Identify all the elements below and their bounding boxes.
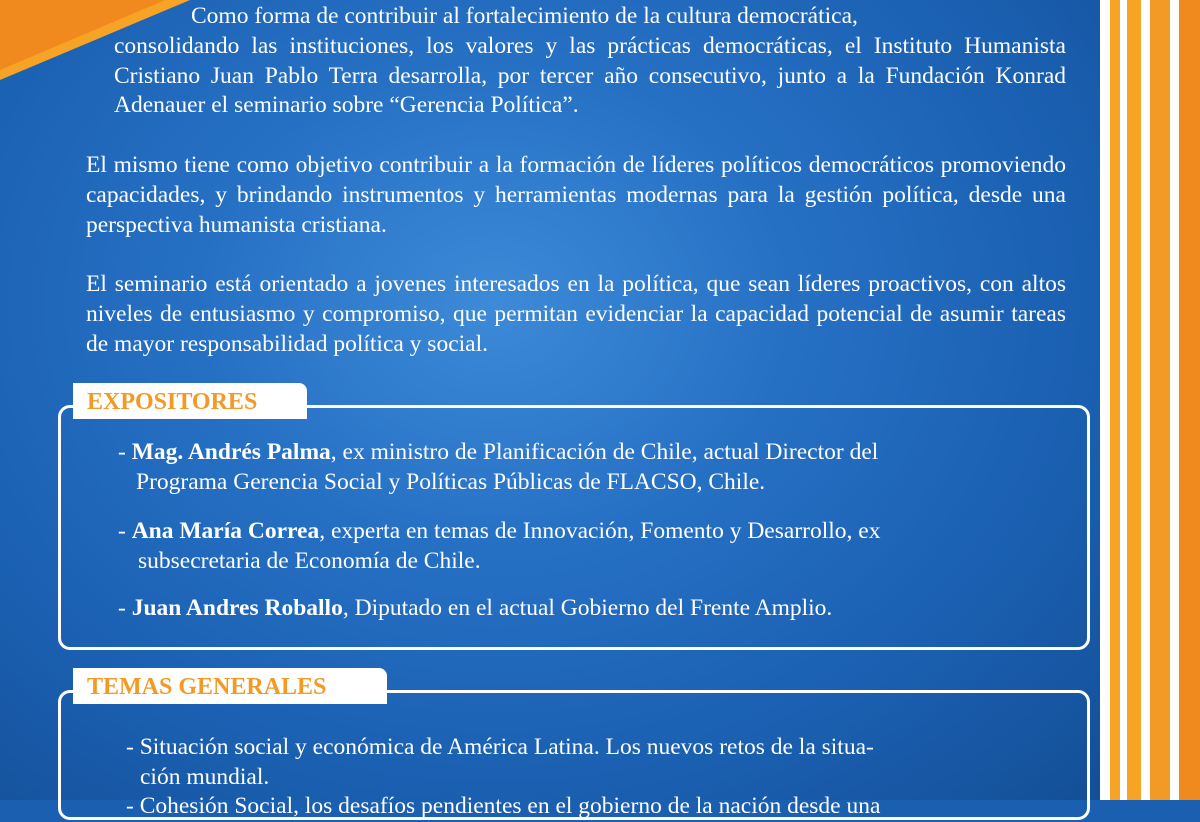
expositor-name: Ana María Correa xyxy=(131,518,320,544)
intro-paragraph-2: El mismo tiene como objetivo contribuir a la formación de líderes políticos democráticos promoviendo capacidades, y brindando instrumentos y herramientas modernas para la gestión política, desde una perspectiva humanista cristiana. xyxy=(86,152,1066,238)
intro-paragraph-1 xyxy=(86,2,1066,121)
intro-paragraph-3: El seminario está orientado a jovenes interesados en la política, que sean líderes proactivos, con altos niveles de entusiasmo y compromiso, que permitan evidenciar la capacidad potencial de asumir tareas de mayor responsabilidad política y social. xyxy=(86,271,1066,357)
expositor-item: - Mag. Andrés Palma, ex ministro de Planificación de Chile, actual Director del Programa Gerencia Social y Políticas Públicas de FLACSO, Chile. xyxy=(118,439,879,495)
temas-heading: TEMAS GENERALES xyxy=(73,668,387,704)
expositor-name: Mag. Andrés Palma xyxy=(131,439,331,465)
tema-item: - Situación social y económica de América Latina. Los nuevos retos de la situa- ción mundial. xyxy=(126,734,874,790)
expositor-item: - Juan Andres Roballo, Diputado en el actual Gobierno del Frente Amplio. xyxy=(118,595,833,621)
orange-stripes-border xyxy=(1100,0,1200,800)
expositor-name: Juan Andres Roballo xyxy=(131,595,343,621)
intro-p1-rest: consolidando las instituciones, los valores y las prácticas democráticas, el Instituto Humanista Cristiano Juan Pablo Terra desarrolla, por tercer año consecutivo, junto a la Fundación Konrad Adenauer el seminario sobre “Gerencia Política”. xyxy=(114,32,1066,119)
intro-p1-line1: Como forma de contribuir al fortalecimiento de la cultura democrática, xyxy=(191,3,858,29)
expositor-item: - Ana María Correa, experta en temas de Innovación, Fomento y Desarrollo, ex subsecretaria de Economía de Chile. xyxy=(118,518,881,574)
expositores-heading: EXPOSITORES xyxy=(73,383,307,419)
tema-item: - Cohesión Social, los desafíos pendientes en el gobierno de la nación desde una xyxy=(126,793,881,819)
